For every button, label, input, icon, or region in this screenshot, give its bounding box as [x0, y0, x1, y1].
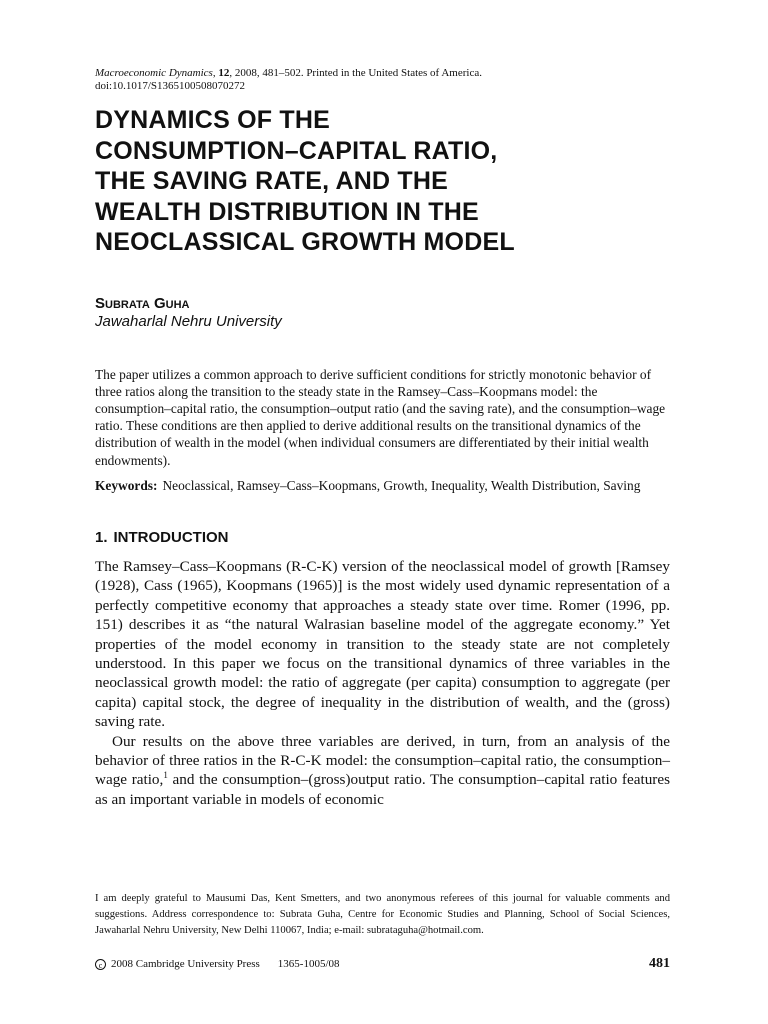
footnote-marker: 1: [163, 770, 168, 781]
issn: 1365-1005/08: [277, 958, 340, 970]
paragraph-text: Our results on the above three variables are derived, in turn, from an analysis of the behavior of three ratios in the R-C-K model: the consumption–capital ratio, the consumption–wage ratio,: [95, 732, 670, 789]
journal-name: Macroeconomic Dynamics: [95, 67, 213, 79]
section-number: 1.: [95, 528, 108, 546]
title-line: NEOCLASSICAL GROWTH MODEL: [95, 228, 515, 256]
abstract: The paper utilizes a common approach to derive sufficient conditions for strictly monotonic behavior of three ratios along the transition to the steady state in the Ramsey–Cass–Koopmans model: the consumption–capital ratio, the consumption–output ratio (and the saving rate), and the consumption–wage ratio. These conditions are then applied to derive additional results on the transitional dynamics of the distribution of wealth in the model (when individual consumers are differentiated by their initial wealth endowments).: [95, 366, 666, 468]
journal-citation: [95, 67, 670, 80]
section-heading: [95, 529, 670, 547]
author-affiliation: Jawaharlal Nehru University: [95, 312, 282, 330]
article-title: [95, 105, 670, 258]
keywords: [95, 477, 670, 494]
title-line: DYNAMICS OF THE: [95, 106, 330, 134]
title-line: WEALTH DISTRIBUTION IN THE: [95, 197, 479, 226]
copyright-text: 2008 Cambridge University Press: [111, 958, 260, 970]
page-footer: [95, 957, 670, 971]
journal-header: [95, 67, 670, 93]
journal-comma: ,: [212, 67, 219, 79]
keywords-label: Keywords:: [95, 477, 158, 493]
body-paragraph: [95, 732, 670, 810]
title-line: THE SAVING RATE, AND THE: [95, 167, 448, 195]
paragraph-text: and the consumption–(gross)output ratio. The consumption–capital ratio features as an important variable in models of economic: [95, 771, 670, 808]
doi: doi:10.1017/S1365100508070272: [95, 80, 246, 92]
author-name: Subrata Guha: [95, 294, 190, 312]
acknowledgment-footnote: I am deeply grateful to Mausumi Das, Kent Smetters, and two anonymous referees of this journal for valuable comments and suggestions. Address correspondence to: Subrata Guha, Centre for Economic Studies and Planning, School of Social Sciences, Jawaharlal Nehru University, New Delhi 110067, India; e-mail: subrataguha@hotmail.com.: [95, 893, 670, 936]
keywords-text: Neoclassical, Ramsey–Cass–Koopmans, Growth, Inequality, Wealth Distribution, Saving: [162, 477, 641, 493]
copyright: [95, 957, 260, 971]
page-number: 481: [649, 956, 670, 971]
journal-details: , 2008, 481–502. Printed in the United States of America.: [229, 67, 482, 79]
copyright-icon: c: [95, 959, 106, 970]
journal-volume: 12: [218, 67, 230, 79]
title-line: CONSUMPTION–CAPITAL RATIO,: [95, 136, 498, 165]
body-paragraph: The Ramsey–Cass–Koopmans (R-C-K) version of the neoclassical model of growth [Ramsey (1928), Cass (1965), Koopmans (1965)] is the most widely used dynamic representation of a perfectly competitive economy that approaches a steady state over time. Romer (1996, pp. 151) describes it as “the natural Walrasian baseline model of the aggregate economy.” Yet properties of the model economy in transition to the steady state are not completely understood. In this paper we focus on the transitional dynamics of three variables in the neoclassical growth model: the ratio of aggregate (per capita) consumption to aggregate (per capita) capital stock, the degree of inequality in the distribution of wealth, and the (gross) saving rate.: [95, 557, 670, 731]
section-title: INTRODUCTION: [113, 528, 229, 546]
article-page: [95, 67, 670, 809]
